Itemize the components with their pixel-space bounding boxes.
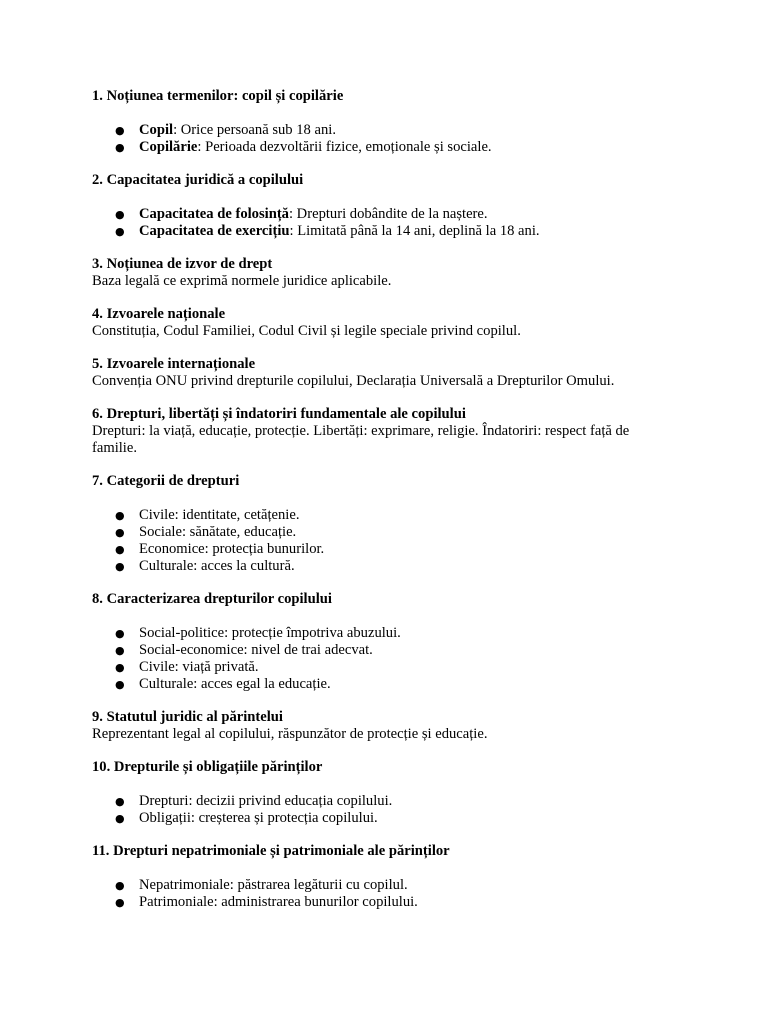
list-item bbox=[92, 625, 672, 642]
section-heading: 11. Drepturi nepatrimoniale și patrimoniale ale părinților bbox=[92, 843, 450, 859]
bullet-list bbox=[92, 793, 672, 827]
section-heading: 9. Statutul juridic al părintelui bbox=[92, 709, 283, 725]
item-text: : Drepturi dobândite de la naștere. bbox=[288, 206, 488, 222]
item-term: Copilărie bbox=[139, 139, 198, 155]
list-item bbox=[92, 810, 672, 827]
bullet-icon: ● bbox=[115, 141, 125, 154]
item-term: Capacitatea de exercițiu bbox=[139, 223, 290, 239]
section-heading: 5. Izvoarele internaționale bbox=[92, 356, 256, 372]
section-text: Constituția, Codul Familiei, Codul Civil și legile speciale privind copilul. bbox=[92, 323, 521, 339]
bullet-icon: ● bbox=[115, 543, 125, 556]
item-term: Copil bbox=[139, 122, 174, 138]
section-text: Baza legală ce exprimă normele juridice aplicabile. bbox=[92, 273, 392, 289]
list-item bbox=[92, 139, 672, 156]
bullet-icon: ● bbox=[115, 225, 125, 238]
item-text: Culturale: acces la cultură. bbox=[139, 558, 295, 574]
item-text: : Limitată până la 14 ani, deplină la 18 ani. bbox=[289, 223, 540, 239]
bullet-list bbox=[92, 206, 672, 240]
bullet-icon: ● bbox=[115, 627, 125, 640]
section-text: Drepturi: la viață, educație, protecție. Libertăți: exprimare, religie. Îndatoriri: respect față de familie. bbox=[92, 423, 630, 456]
list-item bbox=[92, 206, 672, 223]
list-item bbox=[92, 223, 672, 240]
bullet-icon: ● bbox=[115, 896, 125, 909]
item-text: Economice: protecția bunurilor. bbox=[139, 541, 325, 557]
section-text: Reprezentant legal al copilului, răspunzător de protecție și educație. bbox=[92, 726, 488, 742]
section-heading: 3. Noțiunea de izvor de drept bbox=[92, 256, 273, 272]
bullet-icon: ● bbox=[115, 526, 125, 539]
section-heading: 4. Izvoarele naționale bbox=[92, 306, 226, 322]
list-item bbox=[92, 541, 672, 558]
section-heading: 1. Noțiunea termenilor: copil și copilărie bbox=[92, 88, 344, 104]
item-text: Culturale: acces egal la educație. bbox=[139, 676, 331, 692]
item-text: Nepatrimoniale: păstrarea legăturii cu copilul. bbox=[139, 877, 408, 893]
section-heading: 10. Drepturile și obligațiile părinților bbox=[92, 759, 323, 775]
list-item bbox=[92, 793, 672, 810]
item-text: Sociale: sănătate, educație. bbox=[139, 524, 297, 540]
section-heading: 6. Drepturi, libertăți și îndatoriri fundamentale ale copilului bbox=[92, 406, 466, 422]
section-7 bbox=[92, 473, 672, 575]
section-heading: 8. Caracterizarea drepturilor copilului bbox=[92, 591, 332, 607]
bullet-list bbox=[92, 625, 672, 693]
item-text: Social-economice: nivel de trai adecvat. bbox=[139, 642, 373, 658]
section-11 bbox=[92, 843, 672, 911]
list-item bbox=[92, 507, 672, 524]
section-8 bbox=[92, 591, 672, 693]
section-heading: 7. Categorii de drepturi bbox=[92, 473, 240, 489]
item-term: Capacitatea de folosință bbox=[139, 206, 289, 222]
item-text: Patrimoniale: administrarea bunurilor copilului. bbox=[139, 894, 418, 910]
item-text: Civile: viață privată. bbox=[139, 659, 259, 675]
item-text: : Orice persoană sub 18 ani. bbox=[173, 122, 336, 138]
list-item bbox=[92, 524, 672, 541]
list-item bbox=[92, 659, 672, 676]
list-item bbox=[92, 894, 672, 911]
bullet-icon: ● bbox=[115, 661, 125, 674]
list-item bbox=[92, 676, 672, 693]
list-item bbox=[92, 877, 672, 894]
bullet-icon: ● bbox=[115, 124, 125, 137]
section-6 bbox=[92, 406, 672, 457]
bullet-list bbox=[92, 122, 672, 156]
bullet-icon: ● bbox=[115, 208, 125, 221]
bullet-icon: ● bbox=[115, 678, 125, 691]
list-item bbox=[92, 642, 672, 659]
section-3 bbox=[92, 256, 672, 290]
section-2 bbox=[92, 172, 672, 240]
item-text: : Perioada dezvoltării fizice, emoționale și sociale. bbox=[197, 139, 492, 155]
item-text: Obligații: creșterea și protecția copilului. bbox=[139, 810, 378, 826]
item-text: Drepturi: decizii privind educația copilului. bbox=[139, 793, 393, 809]
list-item bbox=[92, 558, 672, 575]
bullet-list bbox=[92, 877, 672, 911]
section-heading: 2. Capacitatea juridică a copilului bbox=[92, 172, 304, 188]
bullet-icon: ● bbox=[115, 644, 125, 657]
bullet-icon: ● bbox=[115, 812, 125, 825]
bullet-icon: ● bbox=[115, 509, 125, 522]
item-text: Social-politice: protecție împotriva abuzului. bbox=[139, 625, 401, 641]
item-text: Civile: identitate, cetățenie. bbox=[139, 507, 300, 523]
section-9 bbox=[92, 709, 672, 743]
section-text: Convenția ONU privind drepturile copilului, Declarația Universală a Drepturilor Omului. bbox=[92, 373, 615, 389]
bullet-list bbox=[92, 507, 672, 575]
section-1 bbox=[92, 88, 672, 156]
section-4 bbox=[92, 306, 672, 340]
bullet-icon: ● bbox=[115, 879, 125, 892]
section-10 bbox=[92, 759, 672, 827]
section-5 bbox=[92, 356, 672, 390]
bullet-icon: ● bbox=[115, 560, 125, 573]
list-item bbox=[92, 122, 672, 139]
bullet-icon: ● bbox=[115, 795, 125, 808]
